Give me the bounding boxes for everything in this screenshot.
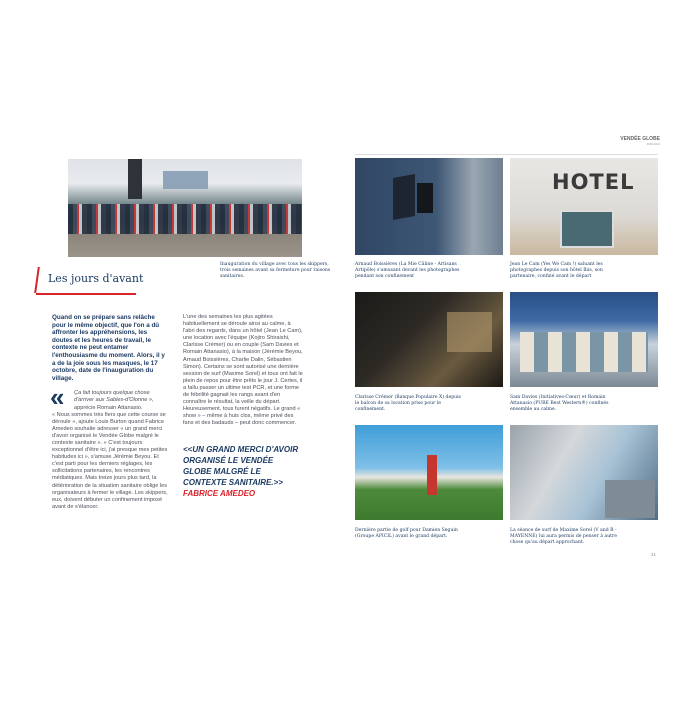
photo-caption: Jean Le Cam (Yes We Cam !) saluant les photographes depuis son hôtel Ibis, son partenaire, confiné avant le départ xyxy=(510,262,603,279)
column-2 xyxy=(183,314,303,499)
pull-quote xyxy=(183,444,303,499)
photo-seguin-golf xyxy=(355,425,503,520)
photo-sorel-surf xyxy=(510,425,658,520)
quote-attribution: apprécie Romain Attanasio. xyxy=(74,404,143,411)
photo-caption: La séance de surf de Maxime Sorel (V and B - MAYENNE) lui aura permis de penser à autre chose qu'au départ approchant. xyxy=(510,528,617,545)
hotel-sign: HOTEL xyxy=(552,170,635,194)
quote-intro: Ça fait toujours quelque chose d'arriver aux Sables-d'Olonne », xyxy=(74,390,154,404)
section-title-bracket xyxy=(34,267,40,293)
photo-cremer-balcony xyxy=(355,292,503,387)
photo-caption: Sam Davies (Initiatives-Cœur) et Romain Attanasio (PURE Best Western®) confinés ensemble au calme. xyxy=(510,395,609,412)
photo-davies-attanasio xyxy=(510,292,658,387)
header-rule xyxy=(355,154,658,155)
column-1 xyxy=(52,314,169,511)
photo-caption: Arnaud Boissières (La Mie Câline - Artisans Artipôle) s'amusant devant les photographes pendant son confinement xyxy=(355,262,460,279)
lead-paragraph: Quand on se prépare sans relâche pour le même objectif, que l'on a dû affronter les appréhensions, les doutes et les heures de travail, le contexte ne peut entamer l'enthousiasme du moment. Alors, il y a de la joie sous les masques, le 17 octobre, date de l'inauguration du village. xyxy=(52,314,165,382)
quote-column xyxy=(50,382,169,511)
photo-caption: Dernière partie de golf pour Damien Seguin (Groupe APICIL) avant le grand départ. xyxy=(355,528,458,539)
photo-caption: Clarisse Crémer (Banque Populaire X) depuis le balcon de sa location prise pour le confinement. xyxy=(355,395,461,412)
village-inauguration-photo xyxy=(68,159,302,257)
column-2-text: L'une des semaines les plus agitées habituellement se déroule ainsi au calme, à l'abri des regards, dans un hôtel (Jean Le Cam), une location avec l'équipe (Kojiro Shiraishi, Clarisse Crémer) ou en couple (Sam Davies et Romain Attanasio), à la maison (Jérémie Beyou, Arnaud Boissières, Charlie Dalin, Sébastien Simon). Certains se sont autorisé une dernière session de surf (Maxime Sorel) et tous ont fait le plein de repos pour être prêts le jour J. Certes, il a fallu passer un ultime test PCR, et une forme de fébrilité gagnait les rangs avant d'en connaître le résultat, la veille du départ. Heureusement, tous furent négatifs. Le grand « show » – même à huis clos, même privé des fans et des badauds – peut donc commencer. xyxy=(183,314,303,427)
photo-le-cam-hotel xyxy=(510,158,658,255)
section-title-underline xyxy=(36,293,136,295)
brush-stroke-decoration xyxy=(0,520,240,580)
page-number: 21 xyxy=(651,552,657,557)
quote-mark-icon: « xyxy=(50,382,65,413)
logo-subtext: 2020-2021 xyxy=(646,142,660,146)
photo-boissieres-window xyxy=(355,158,503,255)
top-photo-caption: Inauguration du village avec tous les skippers, trois semaines avant sa fermeture pour raisons sanitaires. xyxy=(220,262,331,279)
section-title: Les jours d'avant xyxy=(48,272,144,285)
pull-quote-text: <<UN GRAND MERCI D'AVOIR ORGANISÉ LE VENDÉE GLOBE MALGRÉ LE CONTEXTE SANITAIRE.>> xyxy=(183,444,299,487)
logo-text: VENDÉE GLOBE xyxy=(620,136,660,142)
pull-quote-author: FABRICE AMEDEO xyxy=(183,488,256,498)
vendee-globe-logo xyxy=(620,136,660,146)
column-1-text: « Nous sommes très fiers que cette course se déroule », ajoute Louis Burton quand Fabrice Amedeo souhaite adresser « un grand merci d'avoir organisé le Vendée Globe malgré le contexte sanitaire ». « C'est toujours exceptionnel d'être ici, j'ai presque mes petites habitudes ici », s'amuse Jérémie Beyou. Et c'est parti pour les derniers réglages, les sollicitations partenaires, les rencontres médiatiques. Mais treize jours plus tard, la détérioration de la situation sanitaire oblige les organisateurs à fermer le village. Les skippers, eux, doivent débuter un confinement imposé avant de s'élancer. xyxy=(52,411,168,510)
